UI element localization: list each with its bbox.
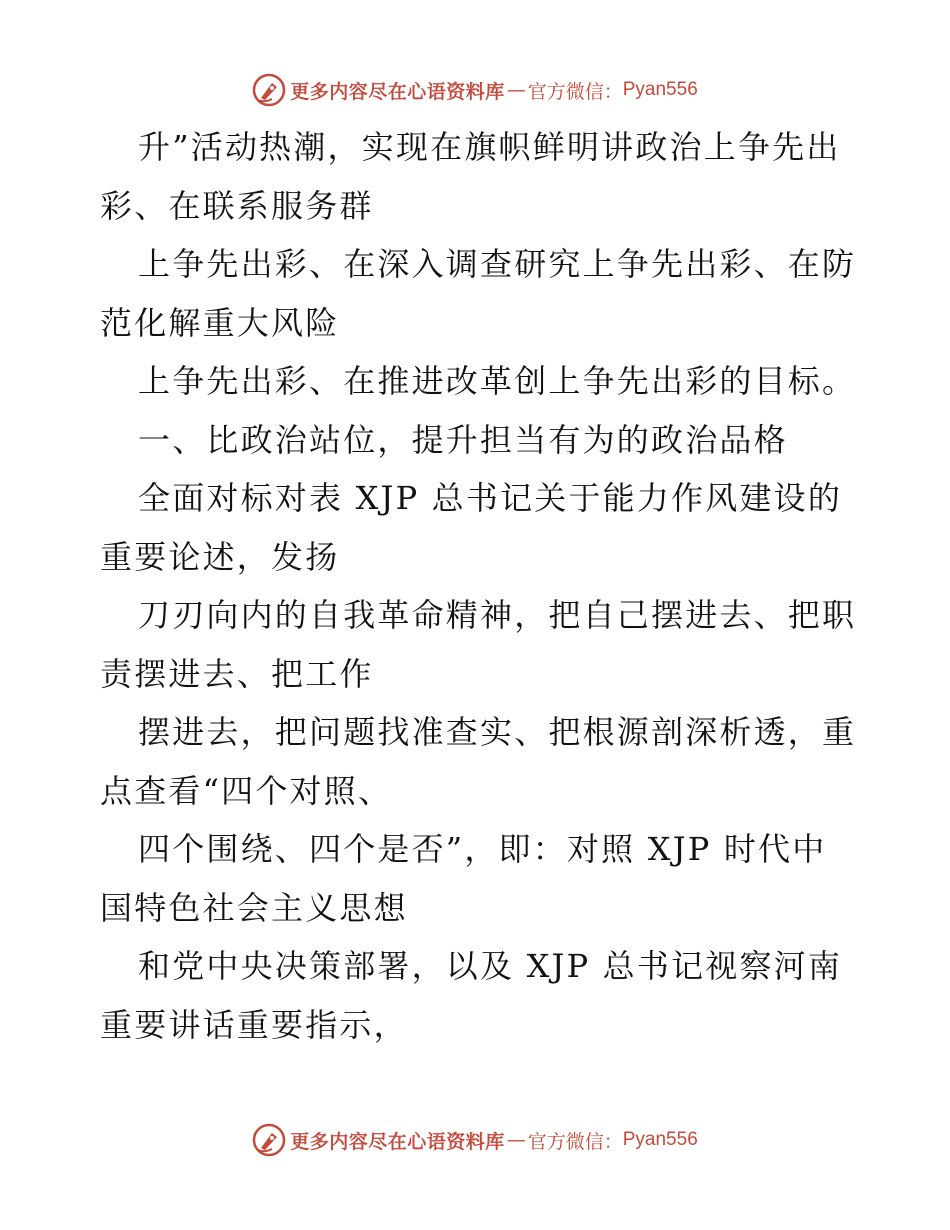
- pen-nib-logo-icon: [252, 1123, 286, 1157]
- banner-wechat-id: Pyan556: [622, 1129, 698, 1150]
- banner-wechat-label: 官方微信：: [527, 80, 623, 103]
- pen-nib-logo-icon: [252, 73, 286, 107]
- paragraph: 上争先出彩、在推进改革创上争先出彩的目标。: [138, 362, 857, 400]
- paragraph: 摆进去，把问题找准查实、把根源剖深析透，重点查看“四个对照、: [100, 713, 857, 810]
- document-body: [100, 118, 860, 1054]
- banner-wechat-label: 官方微信：: [527, 1130, 623, 1153]
- paragraph: 全面对标对表 XJP 总书记关于能力作风建设的重要论述，发扬: [100, 479, 843, 576]
- banner-wechat-id: Pyan556: [622, 79, 698, 100]
- paragraph: 四个围绕、四个是否”，即：对照 XJP 时代中国特色社会主义思想: [100, 830, 827, 927]
- paragraph: 刀刃向内的自我革命精神，把自己摆进去、把职责摆进去、把工作: [100, 596, 857, 693]
- banner-main-text: 更多内容尽在心语资料库: [290, 80, 505, 103]
- footer-banner: [0, 1120, 950, 1160]
- paragraph: 和党中央决策部署，以及 XJP 总书记视察河南重要讲话重要指示，: [100, 947, 843, 1044]
- banner-dash: —: [506, 1129, 526, 1151]
- paragraph: 升”活动热潮，实现在旗帜鲜明讲政治上争先出彩、在联系服务群: [100, 128, 841, 225]
- section-heading: 一、比政治站位，提升担当有为的政治品格: [138, 420, 788, 459]
- header-banner: [0, 70, 950, 110]
- paragraph: 上争先出彩、在深入调查研究上争先出彩、在防范化解重大风险: [100, 245, 857, 342]
- banner-dash: —: [506, 79, 526, 101]
- banner-main-text: 更多内容尽在心语资料库: [290, 1130, 505, 1153]
